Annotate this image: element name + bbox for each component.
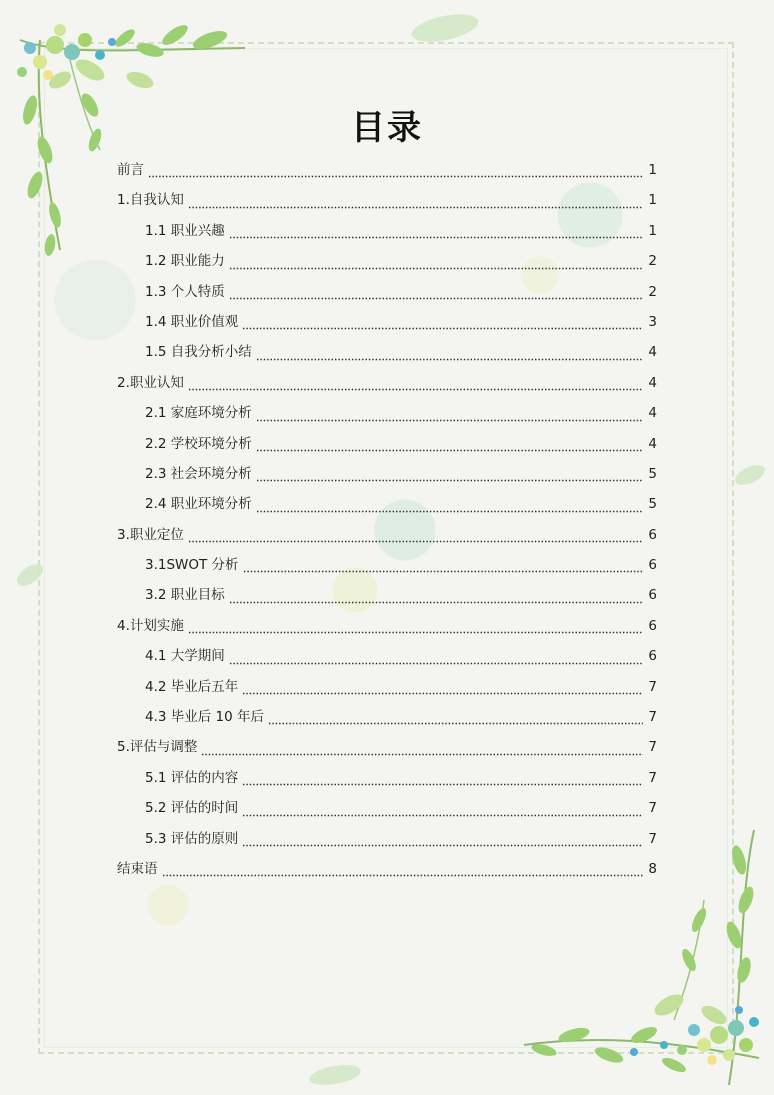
leaf-icon: [305, 1060, 365, 1090]
toc-entry[interactable]: [117, 702, 657, 732]
toc-leader-dots: [242, 768, 643, 786]
toc-entry[interactable]: [117, 580, 657, 610]
toc-leader-dots: [162, 859, 644, 877]
toc-leader-dots: [242, 829, 643, 847]
toc-entry[interactable]: [117, 611, 657, 641]
toc-leader-dots: [229, 282, 643, 300]
toc-entry-page-number: 4: [648, 374, 657, 391]
toc-entry[interactable]: [117, 763, 657, 793]
toc-entry[interactable]: [117, 854, 657, 884]
toc-entry-label: 结束语: [117, 860, 158, 877]
toc-leader-dots: [148, 160, 643, 178]
toc-entry[interactable]: [117, 520, 657, 550]
toc-entry-page-number: 4: [648, 435, 657, 452]
table-of-contents: [117, 155, 657, 884]
toc-leader-dots: [229, 252, 643, 270]
toc-entry[interactable]: [117, 277, 657, 307]
toc-entry-page-number: 1: [648, 192, 657, 209]
leaf-icon: [405, 8, 485, 48]
toc-entry-label: 2.3 社会环境分析: [145, 465, 252, 482]
toc-entry-page-number: 1: [648, 222, 657, 239]
toc-entry-page-number: 6: [648, 526, 657, 543]
toc-entry[interactable]: [117, 824, 657, 854]
toc-entry-label: 4.2 毕业后五年: [145, 678, 239, 695]
toc-entry[interactable]: [117, 732, 657, 762]
leaf-icon: [730, 455, 770, 495]
toc-entry[interactable]: [117, 155, 657, 185]
toc-entry-page-number: 7: [648, 769, 657, 786]
toc-entry-page-number: 6: [648, 587, 657, 604]
toc-entry-page-number: 7: [648, 739, 657, 756]
toc-entry-label: 4.3 毕业后 10 年后: [145, 709, 265, 726]
toc-leader-dots: [268, 707, 643, 725]
toc-leader-dots: [256, 434, 643, 452]
toc-entry[interactable]: [117, 793, 657, 823]
toc-entry[interactable]: [117, 429, 657, 459]
toc-entry-label: 前言: [117, 161, 144, 178]
toc-leader-dots: [188, 525, 643, 543]
toc-entry-label: 3.1SWOT 分析: [145, 557, 239, 574]
toc-entry-page-number: 4: [648, 344, 657, 361]
toc-entry-label: 1.1 职业兴趣: [145, 222, 225, 239]
toc-entry-page-number: 7: [648, 709, 657, 726]
toc-entry[interactable]: [117, 489, 657, 519]
toc-entry-page-number: 3: [648, 313, 657, 330]
toc-entry[interactable]: [117, 641, 657, 671]
toc-entry-label: 1.3 个人特质: [145, 283, 225, 300]
toc-leader-dots: [229, 647, 643, 665]
toc-entry-page-number: 1: [648, 161, 657, 178]
toc-entry-page-number: 6: [648, 557, 657, 574]
toc-leader-dots: [256, 495, 643, 513]
toc-entry[interactable]: [117, 307, 657, 337]
toc-leader-dots: [242, 312, 643, 330]
toc-entry-label: 5.3 评估的原则: [145, 830, 239, 847]
toc-leader-dots: [188, 373, 643, 391]
toc-entry-page-number: 6: [648, 648, 657, 665]
toc-entry-label: 2.职业认知: [117, 374, 184, 391]
toc-entry-page-number: 4: [648, 405, 657, 422]
leaf-icon: [10, 555, 50, 595]
toc-leader-dots: [256, 343, 643, 361]
toc-entry[interactable]: [117, 216, 657, 246]
toc-leader-dots: [229, 221, 643, 239]
toc-entry-label: 1.2 职业能力: [145, 253, 225, 270]
toc-entry-label: 1.5 自我分析小结: [145, 344, 252, 361]
toc-leader-dots: [188, 191, 643, 209]
toc-entry-page-number: 2: [648, 283, 657, 300]
toc-entry-label: 3.职业定位: [117, 526, 184, 543]
toc-entry-label: 1.自我认知: [117, 192, 184, 209]
toc-entry-page-number: 6: [648, 617, 657, 634]
toc-entry[interactable]: [117, 337, 657, 367]
toc-entry-page-number: 2: [648, 253, 657, 270]
toc-entry[interactable]: [117, 550, 657, 580]
toc-entry-label: 4.计划实施: [117, 617, 184, 634]
toc-entry[interactable]: [117, 672, 657, 702]
toc-entry-page-number: 7: [648, 830, 657, 847]
toc-entry-label: 4.1 大学期间: [145, 648, 225, 665]
page-title: 目录: [351, 108, 423, 148]
toc-entry-page-number: 8: [648, 860, 657, 877]
toc-leader-dots: [229, 586, 643, 604]
toc-entry-label: 5.评估与调整: [117, 739, 198, 756]
toc-entry[interactable]: [117, 185, 657, 215]
toc-entry-label: 2.1 家庭环境分析: [145, 405, 252, 422]
toc-entry-page-number: 5: [648, 465, 657, 482]
toc-leader-dots: [201, 738, 643, 756]
toc-entry-label: 1.4 职业价值观: [145, 313, 239, 330]
toc-leader-dots: [188, 616, 643, 634]
toc-leader-dots: [256, 464, 643, 482]
toc-entry[interactable]: [117, 459, 657, 489]
toc-entry-page-number: 7: [648, 678, 657, 695]
toc-entry[interactable]: [117, 246, 657, 276]
toc-entry[interactable]: [117, 398, 657, 428]
toc-entry[interactable]: [117, 368, 657, 398]
toc-entry-label: 5.2 评估的时间: [145, 800, 239, 817]
toc-leader-dots: [243, 555, 643, 573]
toc-entry-label: 5.1 评估的内容: [145, 769, 239, 786]
toc-leader-dots: [242, 677, 643, 695]
toc-leader-dots: [256, 404, 643, 422]
toc-entry-page-number: 7: [648, 800, 657, 817]
toc-leader-dots: [242, 799, 643, 817]
toc-entry-label: 3.2 职业目标: [145, 587, 225, 604]
toc-entry-page-number: 5: [648, 496, 657, 513]
toc-entry-label: 2.2 学校环境分析: [145, 435, 252, 452]
toc-entry-label: 2.4 职业环境分析: [145, 496, 252, 513]
